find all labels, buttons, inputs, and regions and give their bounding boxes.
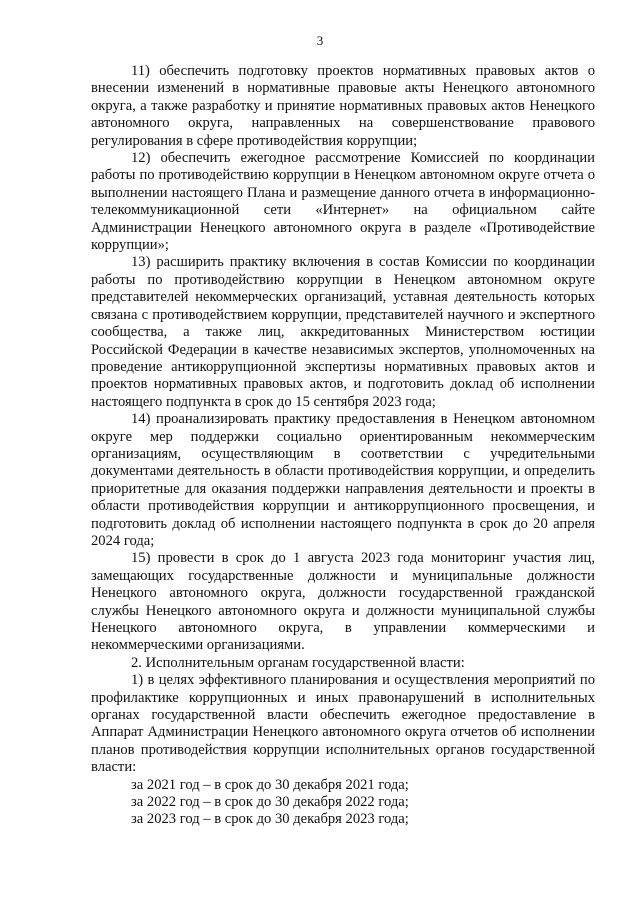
paragraph-item-14: 14) проанализировать практику предоставления в Ненецком автономном округе мер поддержки социально ориентированным некоммерческим организациям, осуществляющим в соответствии с учредительными документами деятельность в области противодействия коррупции, и определить приоритетные для оказания поддержки направления деятельности и проекты в области противодействия коррупции и антикоррупционного просвещения, и подготовить доклад об исполнении настоящего подпункта в срок до 20 апреля 2024 года; [91, 411, 595, 549]
paragraph-item-12: 12) обеспечить ежегодное рассмотрение Комиссией по координации работы по противодействию коррупции в Ненецком автономном округе отчета о выполнении настоящего Плана и размещение данного отчета в информационно-телекоммуникационной сети «Интернет» на официальном сайте Администрации Ненецкого автономного округа в разделе «Противодействие коррупции»; [91, 150, 595, 254]
document-body [91, 63, 595, 829]
paragraph-item-13: 13) расширить практику включения в состав Комиссии по координации работы по противодействию коррупции в Ненецком автономном округе представителей некоммерческих организаций, уставная деятельность которых связана с противодействием коррупции, представителей научного и экспертного сообщества, а также лиц, аккредитованных Министерством юстиции Российской Федерации в качестве независимых экспертов, уполномоченных на проведение антикоррупционной экспертизы нормативных правовых актов и проектов нормативных правовых актов, и подготовить доклад об исполнении настоящего подпункта в срок до 15 сентября 2023 года; [91, 254, 595, 410]
paragraph-item-15: 15) провести в срок до 1 августа 2023 года мониторинг участия лиц, замещающих государственные должности и муниципальные должности Ненецкого автономного округа, должности государственной гражданской службы Ненецкого автономного округа и должности муниципальной службы Ненецкого автономного округа, в управлении коммерческими и некоммерческими организациями. [91, 550, 595, 654]
year-deadline-2022: за 2022 год – в срок до 30 декабря 2022 года; [131, 794, 409, 811]
paragraph-subitem-1: 1) в целях эффективного планирования и осуществления мероприятий по профилактике коррупционных и иных правонарушений в исполнительных органах государственной власти обеспечить ежегодное предоставление в Аппарат Администрации Ненецкого автономного округа отчетов об исполнении планов противодействия коррупции исполнительных органов государственной власти: [91, 672, 595, 776]
year-deadline-2021: за 2021 год – в срок до 30 декабря 2021 года; [131, 776, 409, 793]
section-heading-executive-bodies: 2. Исполнительным органам государственной власти: [131, 654, 465, 671]
year-deadline-2023: за 2023 год – в срок до 30 декабря 2023 года; [131, 811, 409, 828]
paragraph-item-11: 11) обеспечить подготовку проектов нормативных правовых актов о внесении изменений в нормативные правовые акты Ненецкого автономного округа, а также разработку и принятие нормативных правовых актов Ненецкого автономного округа, направленных на совершенствование правового регулирования в сфере противодействия коррупции; [91, 63, 595, 149]
page-number: 3 [316, 33, 324, 48]
